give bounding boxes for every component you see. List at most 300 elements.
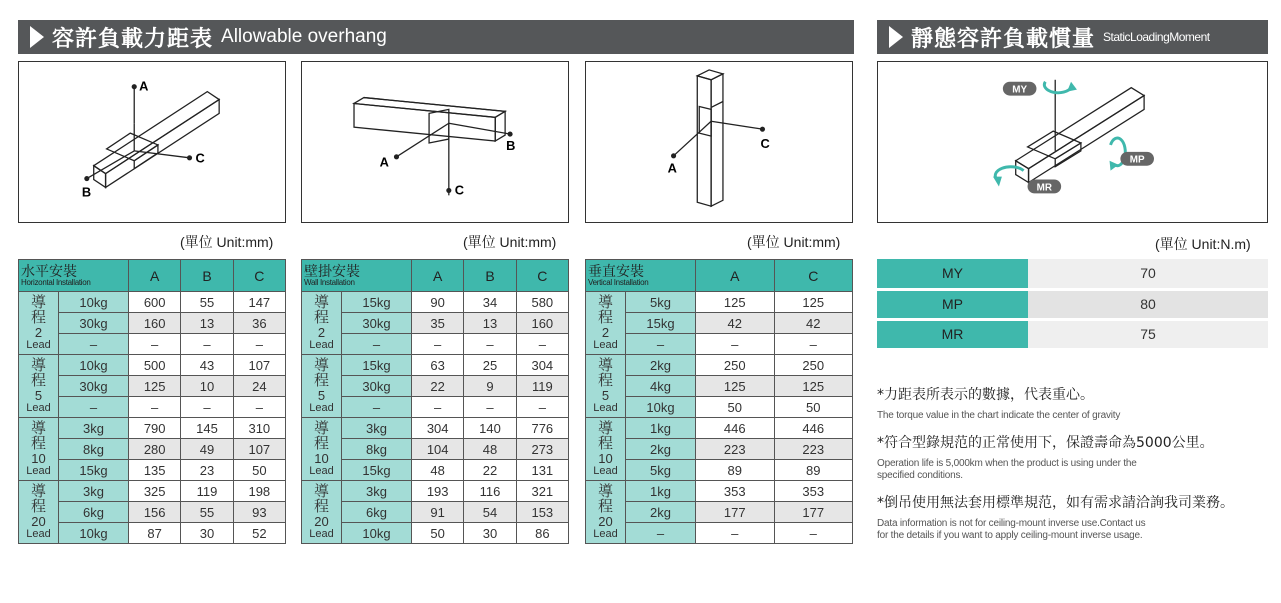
point-b-label: B xyxy=(506,137,516,153)
column-header: C xyxy=(233,260,285,292)
value-cell: 89 xyxy=(696,460,775,481)
table-row xyxy=(586,397,853,418)
load-cell: 6kg xyxy=(59,502,129,523)
lead-char: 程 xyxy=(597,308,613,327)
load-cell: 3kg xyxy=(342,418,412,439)
installation-name-en: Wall Installation xyxy=(304,277,355,287)
lead-char: 導 xyxy=(597,355,613,374)
lead-group-label xyxy=(302,418,342,481)
table-row xyxy=(19,292,286,313)
installation-header xyxy=(586,260,696,292)
value-cell: 24 xyxy=(233,376,285,397)
value-cell: 321 xyxy=(516,481,568,502)
lead-value: 5 xyxy=(34,388,43,404)
lead-char: 導 xyxy=(30,418,46,437)
table-header xyxy=(302,260,569,292)
note-en: specified conditions. xyxy=(877,470,963,481)
note-zh: *倒吊使用無法套用標準規范，如有需求請洽詢我司業務。 xyxy=(877,495,1234,511)
table-row xyxy=(302,523,569,544)
table-row xyxy=(586,439,853,460)
lead-group-label xyxy=(586,418,626,481)
lead-word: Lead xyxy=(26,527,51,540)
lead-group-label xyxy=(19,292,59,355)
point-c-label: C xyxy=(195,150,205,166)
vertical-overhang-table xyxy=(585,259,853,544)
moment-label: MR xyxy=(877,319,1028,349)
lead-char: 導 xyxy=(30,355,46,374)
horizontal-install-illustration xyxy=(19,62,285,222)
value-cell: 310 xyxy=(233,418,285,439)
value-cell: 107 xyxy=(233,439,285,460)
vertical-diagram xyxy=(585,61,853,223)
value-cell: 55 xyxy=(181,502,233,523)
static-banner xyxy=(877,20,1268,54)
lead-value: 2 xyxy=(34,325,43,341)
value-cell: 125 xyxy=(774,376,853,397)
lead-group-label xyxy=(586,481,626,544)
table-row xyxy=(19,313,286,334)
moment-value: 75 xyxy=(1028,319,1268,349)
lead-char: 導 xyxy=(313,292,329,311)
lead-group-label xyxy=(19,418,59,481)
table-row xyxy=(302,397,569,418)
value-cell: 89 xyxy=(774,460,853,481)
value-cell: 36 xyxy=(233,313,285,334)
value-cell: 223 xyxy=(696,439,775,460)
moment-diagram xyxy=(877,61,1268,223)
value-cell: 223 xyxy=(774,439,853,460)
value-cell: 250 xyxy=(774,355,853,376)
value-cell: 54 xyxy=(464,502,516,523)
table-row xyxy=(586,481,853,502)
table-row xyxy=(877,319,1268,349)
my-badge: MY xyxy=(1012,84,1028,96)
value-cell: – xyxy=(774,334,853,355)
lead-char: 程 xyxy=(313,371,329,390)
table-row xyxy=(302,292,569,313)
value-cell: 50 xyxy=(412,523,464,544)
load-cell: – xyxy=(342,397,412,418)
value-cell: 125 xyxy=(696,292,775,313)
point-c-label: C xyxy=(760,135,770,151)
value-cell: 50 xyxy=(774,397,853,418)
unit-label-vertical: (單位 Unit:mm) xyxy=(747,234,841,250)
lead-char: 程 xyxy=(597,371,613,390)
lead-word: Lead xyxy=(26,338,51,351)
point-a-label: A xyxy=(379,154,389,170)
value-cell: 500 xyxy=(129,355,181,376)
value-cell: 35 xyxy=(412,313,464,334)
lead-word: Lead xyxy=(26,464,51,477)
table-row xyxy=(302,418,569,439)
table-row xyxy=(19,334,286,355)
value-cell: 125 xyxy=(129,376,181,397)
unit-label-wall: (單位 Unit:mm) xyxy=(463,234,557,250)
column-header: A xyxy=(696,260,775,292)
installation-name-zh: 水平安裝 xyxy=(21,263,77,280)
lead-char: 程 xyxy=(313,497,329,516)
value-cell: 90 xyxy=(412,292,464,313)
load-cell: 15kg xyxy=(59,460,129,481)
table-row xyxy=(19,481,286,502)
static-moment-table xyxy=(877,259,1268,351)
value-cell: 42 xyxy=(774,313,853,334)
unit-label-moment: (單位 Unit:N.m) xyxy=(1155,236,1251,252)
value-cell: 193 xyxy=(412,481,464,502)
note-en: for the details if you want to apply ceiling-mount inverse usage. xyxy=(877,530,1143,541)
value-cell: 86 xyxy=(516,523,568,544)
value-cell: 177 xyxy=(696,502,775,523)
load-cell: 30kg xyxy=(342,376,412,397)
installation-header xyxy=(302,260,412,292)
lead-group-label xyxy=(19,481,59,544)
load-cell: – xyxy=(626,334,696,355)
lead-value: 20 xyxy=(598,514,613,530)
lead-group-label xyxy=(302,481,342,544)
load-cell: 6kg xyxy=(342,502,412,523)
value-cell: – xyxy=(412,334,464,355)
value-cell: 22 xyxy=(464,460,516,481)
value-cell: 177 xyxy=(774,502,853,523)
value-cell: – xyxy=(696,334,775,355)
column-header: A xyxy=(129,260,181,292)
overhang-title-zh: 容許負載力距表 xyxy=(52,26,214,52)
value-cell: – xyxy=(181,397,233,418)
column-header: C xyxy=(774,260,853,292)
table-header xyxy=(586,260,853,292)
load-cell: 5kg xyxy=(626,292,696,313)
table-row xyxy=(19,460,286,481)
lead-value: 10 xyxy=(31,451,46,467)
moment-label: MP xyxy=(877,289,1028,319)
table-row xyxy=(19,523,286,544)
table-row xyxy=(302,439,569,460)
table-row xyxy=(586,418,853,439)
table-row xyxy=(586,460,853,481)
load-cell: 2kg xyxy=(626,502,696,523)
table-row xyxy=(586,313,853,334)
value-cell: 30 xyxy=(464,523,516,544)
moment-label: MY xyxy=(877,259,1028,289)
value-cell: 160 xyxy=(516,313,568,334)
value-cell: 153 xyxy=(516,502,568,523)
load-cell: 10kg xyxy=(59,355,129,376)
value-cell: 304 xyxy=(412,418,464,439)
table-row xyxy=(302,460,569,481)
point-b-label: B xyxy=(81,184,92,200)
value-cell: 63 xyxy=(412,355,464,376)
table-row xyxy=(19,376,286,397)
lead-word: Lead xyxy=(309,401,334,414)
lead-char: 程 xyxy=(30,497,46,516)
moment-value: 70 xyxy=(1028,259,1268,289)
lead-value: 2 xyxy=(601,325,610,341)
lead-value: 5 xyxy=(317,388,326,404)
lead-char: 程 xyxy=(30,308,46,327)
table-row xyxy=(586,502,853,523)
table-row xyxy=(19,502,286,523)
value-cell: – xyxy=(129,334,181,355)
table-row xyxy=(586,376,853,397)
value-cell: 50 xyxy=(696,397,775,418)
value-cell: 353 xyxy=(774,481,853,502)
notes xyxy=(877,378,1277,542)
value-cell: 280 xyxy=(129,439,181,460)
lead-value: 20 xyxy=(31,514,46,530)
value-cell: 250 xyxy=(696,355,775,376)
value-cell: 22 xyxy=(412,376,464,397)
table-row xyxy=(877,289,1268,319)
load-cell: 5kg xyxy=(626,460,696,481)
lead-word: Lead xyxy=(309,338,334,351)
table-row xyxy=(19,355,286,376)
load-cell: – xyxy=(626,523,696,544)
value-cell: 91 xyxy=(412,502,464,523)
table-row xyxy=(877,259,1268,289)
value-cell: – xyxy=(696,523,775,544)
moment-value: 80 xyxy=(1028,289,1268,319)
lead-word: Lead xyxy=(593,464,618,477)
value-cell: – xyxy=(774,523,853,544)
value-cell: 119 xyxy=(181,481,233,502)
table-row xyxy=(302,502,569,523)
value-cell: 125 xyxy=(774,292,853,313)
installation-name-en: Vertical Installation xyxy=(588,277,649,287)
value-cell: 10 xyxy=(181,376,233,397)
lead-char: 導 xyxy=(30,292,46,311)
wall-overhang-table xyxy=(301,259,569,544)
table-row xyxy=(586,334,853,355)
value-cell: 776 xyxy=(516,418,568,439)
load-cell: 8kg xyxy=(59,439,129,460)
load-cell: 2kg xyxy=(626,439,696,460)
load-cell: 15kg xyxy=(342,460,412,481)
value-cell: 42 xyxy=(696,313,775,334)
value-cell: 131 xyxy=(516,460,568,481)
load-cell: – xyxy=(59,397,129,418)
load-cell: 4kg xyxy=(626,376,696,397)
static-title-zh: 靜態容許負載慣量 xyxy=(911,26,1096,52)
vertical-install-illustration xyxy=(586,62,852,222)
lead-char: 程 xyxy=(30,371,46,390)
lead-char: 程 xyxy=(597,434,613,453)
table-row xyxy=(19,439,286,460)
value-cell: 145 xyxy=(181,418,233,439)
value-cell: 30 xyxy=(181,523,233,544)
load-cell: 3kg xyxy=(342,481,412,502)
lead-group-label xyxy=(586,355,626,418)
load-cell: 1kg xyxy=(626,481,696,502)
table-row xyxy=(302,355,569,376)
lead-word: Lead xyxy=(309,527,334,540)
mr-badge: MR xyxy=(1036,182,1053,194)
value-cell: 50 xyxy=(233,460,285,481)
load-cell: – xyxy=(342,334,412,355)
value-cell: 34 xyxy=(464,292,516,313)
lead-word: Lead xyxy=(593,527,618,540)
column-header: A xyxy=(412,260,464,292)
note-zh: *力距表所表示的數據，代表重心。 xyxy=(877,387,1094,403)
value-cell: 119 xyxy=(516,376,568,397)
load-cell: 15kg xyxy=(626,313,696,334)
lead-char: 程 xyxy=(30,434,46,453)
column-header: C xyxy=(516,260,568,292)
value-cell: 325 xyxy=(129,481,181,502)
installation-name-zh: 垂直安裝 xyxy=(588,263,644,280)
lead-char: 導 xyxy=(313,418,329,437)
mp-badge: MP xyxy=(1129,154,1145,166)
load-cell: 10kg xyxy=(342,523,412,544)
lead-value: 10 xyxy=(598,451,613,467)
value-cell: – xyxy=(516,397,568,418)
value-cell: 156 xyxy=(129,502,181,523)
note-en: The torque value in the chart indicate the center of gravity xyxy=(877,410,1121,421)
table-row xyxy=(302,376,569,397)
point-c-label: C xyxy=(454,182,465,198)
value-cell: 304 xyxy=(516,355,568,376)
lead-char: 導 xyxy=(313,355,329,374)
value-cell: 147 xyxy=(233,292,285,313)
table-header xyxy=(19,260,286,292)
load-cell: 2kg xyxy=(626,355,696,376)
value-cell: 125 xyxy=(696,376,775,397)
load-cell: 15kg xyxy=(342,292,412,313)
value-cell: 600 xyxy=(129,292,181,313)
lead-value: 10 xyxy=(314,451,329,467)
chevron-right-icon xyxy=(30,26,44,48)
value-cell: 48 xyxy=(464,439,516,460)
table-row xyxy=(302,313,569,334)
lead-char: 導 xyxy=(30,481,46,500)
load-cell: 10kg xyxy=(59,292,129,313)
column-header: B xyxy=(464,260,516,292)
lead-word: Lead xyxy=(593,401,618,414)
table-row xyxy=(19,418,286,439)
lead-group-label xyxy=(302,292,342,355)
value-cell: 13 xyxy=(464,313,516,334)
point-a-label: A xyxy=(139,78,149,94)
table-row xyxy=(302,481,569,502)
load-cell: 8kg xyxy=(342,439,412,460)
value-cell: 93 xyxy=(233,502,285,523)
installation-header xyxy=(19,260,129,292)
table-row xyxy=(302,334,569,355)
wall-install-illustration xyxy=(302,62,568,222)
value-cell: 52 xyxy=(233,523,285,544)
column-header: B xyxy=(181,260,233,292)
load-cell: 1kg xyxy=(626,418,696,439)
lead-char: 導 xyxy=(597,481,613,500)
value-cell: 23 xyxy=(181,460,233,481)
lead-value: 20 xyxy=(314,514,329,530)
value-cell: 48 xyxy=(412,460,464,481)
value-cell: – xyxy=(181,334,233,355)
load-cell: 10kg xyxy=(59,523,129,544)
lead-value: 5 xyxy=(601,388,610,404)
lead-group-label xyxy=(302,355,342,418)
value-cell: 13 xyxy=(181,313,233,334)
table-row xyxy=(19,397,286,418)
table-row xyxy=(586,355,853,376)
value-cell: 55 xyxy=(181,292,233,313)
value-cell: – xyxy=(233,397,285,418)
lead-group-label xyxy=(19,355,59,418)
value-cell: – xyxy=(412,397,464,418)
value-cell: – xyxy=(129,397,181,418)
lead-char: 導 xyxy=(597,418,613,437)
chevron-right-icon xyxy=(889,26,903,48)
note-zh: *符合型錄規范的正常使用下，保證壽命為5000公里。 xyxy=(877,435,1214,451)
horizontal-diagram xyxy=(18,61,286,223)
static-moment-illustration xyxy=(878,62,1267,222)
note-en: Data information is not for ceiling-mount inverse use.Contact us xyxy=(877,518,1146,529)
wall-diagram xyxy=(301,61,569,223)
lead-word: Lead xyxy=(26,401,51,414)
table-row xyxy=(586,292,853,313)
lead-char: 程 xyxy=(313,308,329,327)
load-cell: – xyxy=(59,334,129,355)
value-cell: 116 xyxy=(464,481,516,502)
value-cell: 790 xyxy=(129,418,181,439)
value-cell: 107 xyxy=(233,355,285,376)
value-cell: 580 xyxy=(516,292,568,313)
value-cell: 9 xyxy=(464,376,516,397)
value-cell: 25 xyxy=(464,355,516,376)
overhang-title-en: Allowable overhang xyxy=(221,26,387,47)
value-cell: 446 xyxy=(774,418,853,439)
lead-word: Lead xyxy=(309,464,334,477)
lead-word: Lead xyxy=(593,338,618,351)
horizontal-overhang-table xyxy=(18,259,286,544)
value-cell: 43 xyxy=(181,355,233,376)
value-cell: – xyxy=(464,334,516,355)
lead-group-label xyxy=(586,292,626,355)
unit-label-horizontal: (單位 Unit:mm) xyxy=(180,234,274,250)
value-cell: 104 xyxy=(412,439,464,460)
lead-char: 程 xyxy=(313,434,329,453)
installation-name-zh: 壁掛安裝 xyxy=(304,263,360,280)
value-cell: 135 xyxy=(129,460,181,481)
value-cell: – xyxy=(516,334,568,355)
load-cell: 15kg xyxy=(342,355,412,376)
table-row xyxy=(586,523,853,544)
load-cell: 30kg xyxy=(59,313,129,334)
load-cell: 30kg xyxy=(342,313,412,334)
load-cell: 3kg xyxy=(59,418,129,439)
lead-char: 程 xyxy=(597,497,613,516)
value-cell: 49 xyxy=(181,439,233,460)
lead-char: 導 xyxy=(313,481,329,500)
load-cell: 3kg xyxy=(59,481,129,502)
note-en: Operation life is 5,000km when the product is using under the xyxy=(877,458,1137,469)
installation-name-en: Horizontal Installation xyxy=(21,277,91,287)
value-cell: 160 xyxy=(129,313,181,334)
value-cell: 273 xyxy=(516,439,568,460)
value-cell: 140 xyxy=(464,418,516,439)
static-title-en: StaticLoadingMoment xyxy=(1103,30,1210,44)
point-a-label: A xyxy=(667,160,677,176)
overhang-banner xyxy=(18,20,854,54)
lead-value: 2 xyxy=(317,325,326,341)
value-cell: 87 xyxy=(129,523,181,544)
value-cell: 198 xyxy=(233,481,285,502)
value-cell: – xyxy=(233,334,285,355)
value-cell: 353 xyxy=(696,481,775,502)
value-cell: 446 xyxy=(696,418,775,439)
load-cell: 30kg xyxy=(59,376,129,397)
value-cell: – xyxy=(464,397,516,418)
load-cell: 10kg xyxy=(626,397,696,418)
